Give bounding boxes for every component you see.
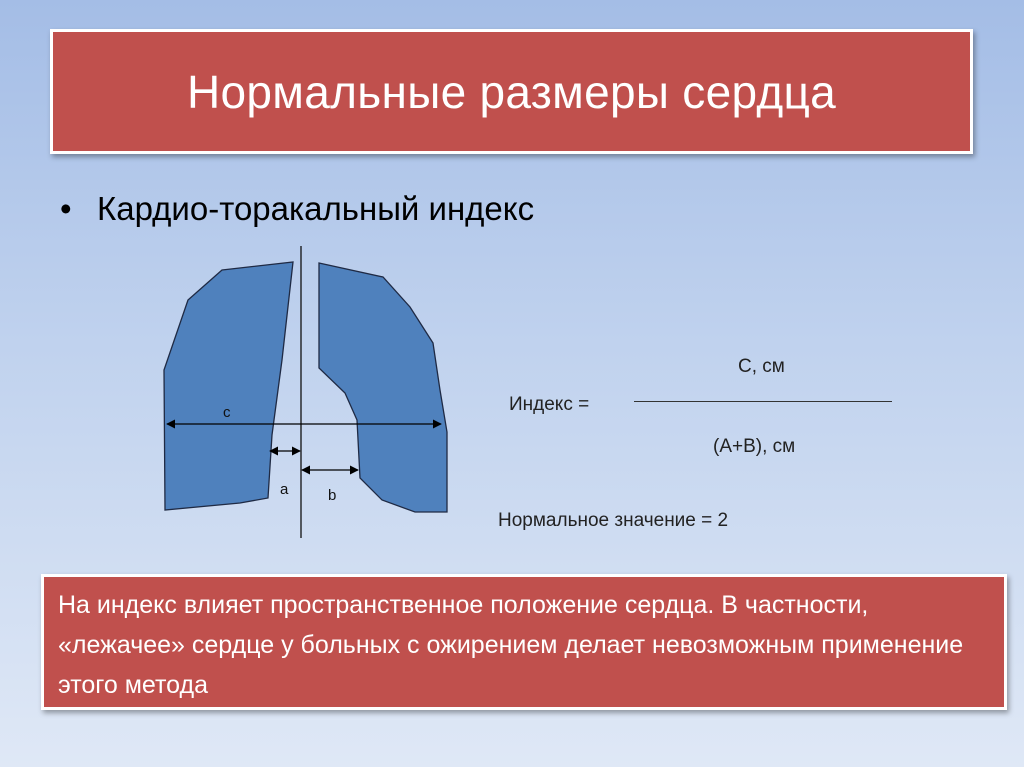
- note-banner: [41, 574, 1007, 710]
- formula-denominator: (A+B), см: [713, 436, 796, 457]
- bullet-marker: •: [60, 190, 72, 227]
- fraction-line: [634, 401, 892, 402]
- label-a: a: [280, 481, 289, 498]
- slide-title: Нормальные размеры сердца: [187, 65, 836, 118]
- label-c: c: [223, 404, 231, 421]
- bullet-text: Кардио-торакальный индекс: [97, 190, 535, 227]
- left-lung-shape: [164, 262, 293, 510]
- formula-label: Индекс =: [509, 394, 590, 415]
- note-text: На индекс влияет пространственное положение сердца. В частности, «лежачее» сердце у больных с ожирением делает невозможным применение этого метода: [58, 591, 964, 699]
- formula-numerator: C, см: [738, 356, 785, 377]
- normal-value-text: Нормальное значение = 2: [498, 510, 729, 531]
- label-b: b: [328, 487, 337, 504]
- right-lung-shape: [319, 263, 447, 512]
